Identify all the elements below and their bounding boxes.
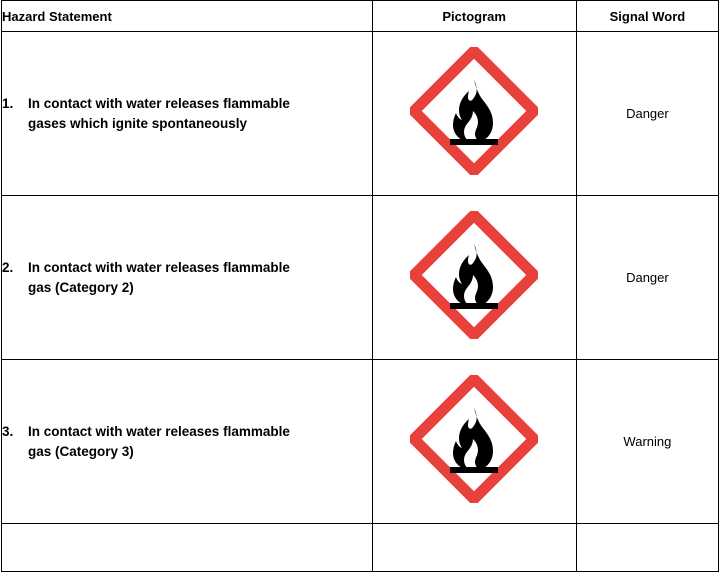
ghs-flame-pictogram-icon (410, 47, 538, 175)
empty-statement-cell (2, 524, 373, 572)
column-header-signal-word: Signal Word (576, 1, 718, 32)
table-row-empty (2, 524, 719, 572)
row-number: 1. (2, 95, 14, 111)
table-row (2, 196, 719, 360)
hazard-statement-cell (2, 360, 373, 524)
column-header-hazard-statement: Hazard Statement (2, 1, 373, 32)
table-row (2, 360, 719, 524)
pictogram-cell (372, 32, 576, 196)
table-header (2, 1, 719, 32)
hazard-statement-cell (2, 32, 373, 196)
hazard-statement-text: In contact with water releases flammable gas (Category 3) (28, 423, 290, 459)
signal-word-cell: Warning (576, 360, 718, 524)
hazard-statement-table (1, 0, 719, 572)
hazard-statement-text: In contact with water releases flammable gases which ignite spontaneously (28, 95, 290, 131)
signal-word-cell: Danger (576, 32, 718, 196)
signal-word-cell: Danger (576, 196, 718, 360)
hazard-statement-cell (2, 196, 373, 360)
hazard-statement-text: In contact with water releases flammable gas (Category 2) (28, 259, 290, 295)
table-row (2, 32, 719, 196)
empty-signal-cell (576, 524, 718, 572)
table-body (2, 32, 719, 572)
pictogram-cell (372, 360, 576, 524)
row-number: 2. (2, 259, 14, 275)
table-header-row (2, 1, 719, 32)
empty-pictogram-cell (372, 524, 576, 572)
ghs-flame-pictogram-icon (410, 211, 538, 339)
ghs-flame-pictogram-icon (410, 375, 538, 503)
row-number: 3. (2, 423, 14, 439)
pictogram-cell (372, 196, 576, 360)
column-header-pictogram: Pictogram (372, 1, 576, 32)
